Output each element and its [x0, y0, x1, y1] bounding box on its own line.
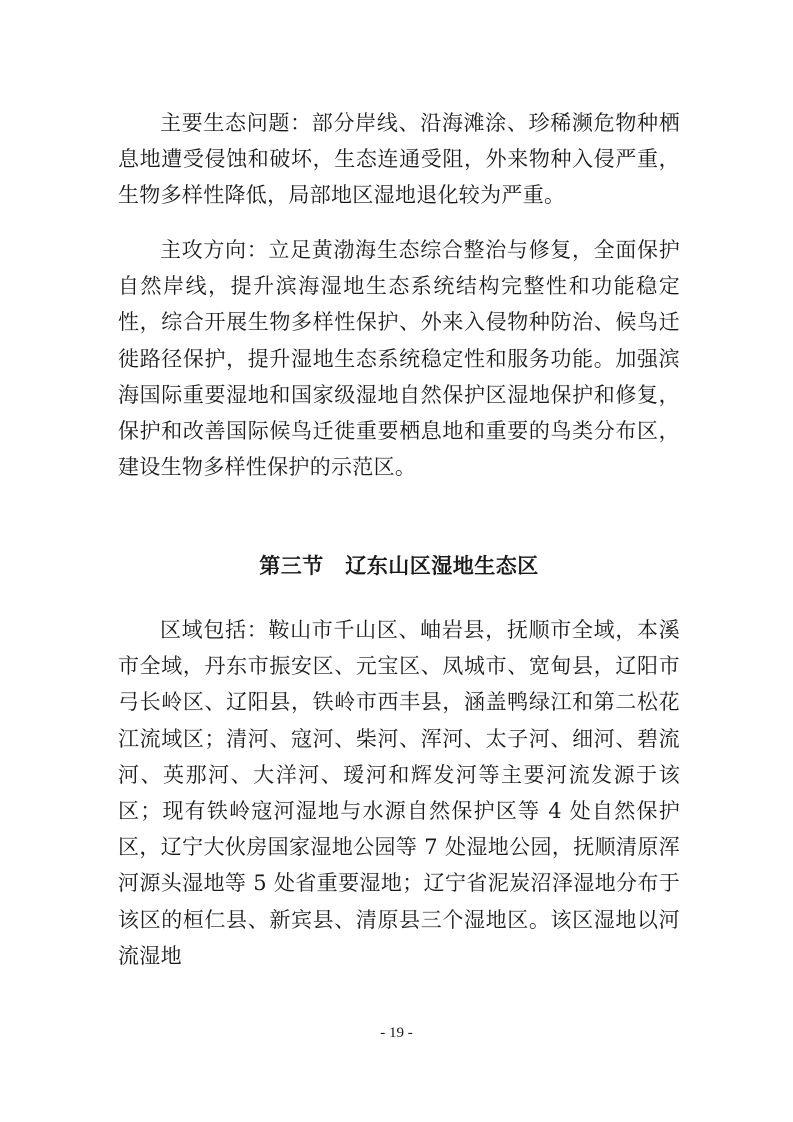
page-number: - 19 - [380, 1025, 413, 1041]
section-heading: 第三节 辽东山区湿地生态区 [259, 554, 539, 578]
paragraph-region-scope: 区域包括：鞍山市千山区、岫岩县，抚顺市全域，本溪市全域，丹东市振安区、元宝区、凤城市、宽甸县，辽阳市弓长岭区、辽阳县，铁岭市西丰县，涵盖鸭绿江和第二松花江流域区；清河、寇河、柴河、浑河、太子河、细河、碧流河、英那河、大洋河、瑷河和辉发河等主要河流发源于该区；现有铁岭寇河湿地与水源自然保护区等 4 处自然保护区，辽宁大伙房国家湿地公园等 7 处湿地公园，抚顺清原浑河源头湿地等 5 处省重要湿地；辽宁省泥炭沼泽湿地分布于该区的桓仁县、新宾县、清原县三个湿地区。该区湿地以河流湿地 [118, 618, 680, 968]
paragraph-ecological-problems: 主要生态问题：部分岸线、沿海滩涂、珍稀濒危物种栖息地遭受侵蚀和破坏，生态连通受阻，外来物种入侵严重，生物多样性降低，局部地区湿地退化较为严重。 [118, 111, 680, 208]
paragraph-main-direction: 主攻方向：立足黄渤海生态综合整治与修复，全面保护自然岸线，提升滨海湿地生态系统结构完整性和功能稳定性，综合开展生物多样性保护、外来入侵物种防治、候鸟迁徙路径保护，提升湿地生态系统稳定性和服务功能。加强滨海国际重要湿地和国家级湿地自然保护区湿地保护和修复，保护和改善国际候鸟迁徙重要栖息地和重要的鸟类分布区，建设生物多样性保护的示范区。 [118, 238, 680, 480]
